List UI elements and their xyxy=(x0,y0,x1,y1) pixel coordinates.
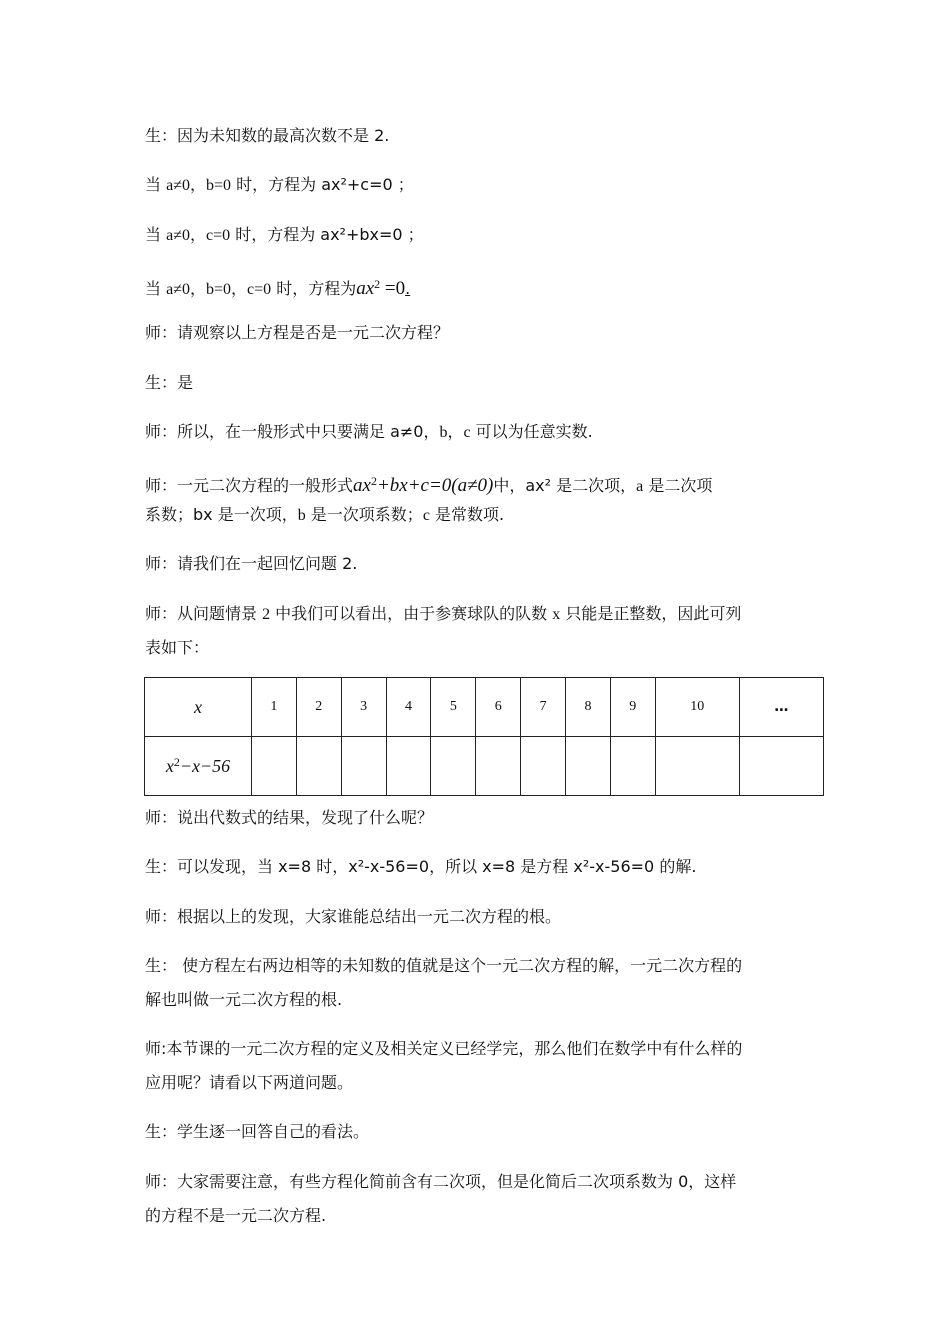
paragraph-teacher-8-cont: 应用呢？请看以下两道问题。 xyxy=(145,1073,354,1092)
text: 是常数项. xyxy=(429,505,505,524)
text: 中我们可以看出，由于参赛球队的队数 xyxy=(270,604,553,623)
table-header-x xyxy=(145,678,252,737)
text: 是一次项系数； xyxy=(305,505,423,524)
math-term: x xyxy=(165,756,174,776)
text: 是二次项 xyxy=(643,476,713,495)
math-superscript: 2 xyxy=(173,755,180,769)
variables: b，c xyxy=(439,424,471,441)
text: 当 xyxy=(145,279,167,298)
table-cell: 2 xyxy=(296,678,341,737)
text: 只能是正整数，因此可列 xyxy=(560,604,742,623)
text: 中，ax² 是二次项， xyxy=(493,476,637,495)
paragraph-student-5: 生：学生逐一回答自己的看法。 xyxy=(145,1122,370,1141)
table-cell-empty xyxy=(252,737,297,796)
text: 时，方程为 xyxy=(271,279,357,298)
table-cell-empty xyxy=(431,737,476,796)
math-superscript: 2 xyxy=(370,474,377,488)
text: 师：从问题情景 xyxy=(145,604,263,623)
table-cell: 9 xyxy=(610,678,655,737)
paragraph-teacher-6: 师：说出代数式的结果，发现了什么呢？ xyxy=(145,808,434,827)
table-cell-empty xyxy=(341,737,386,796)
table-cell: 7 xyxy=(521,678,566,737)
math-superscript: 2 xyxy=(374,277,381,291)
paragraph-student-4: 生： 使方程左右两边相等的未知数的值就是这个一元二次方程的解，一元二次方程的 xyxy=(145,956,743,975)
table-cell-empty xyxy=(739,737,823,796)
paragraph-teacher-2 xyxy=(145,416,810,449)
number: 2 xyxy=(262,606,271,623)
math-term: ax xyxy=(356,278,375,299)
condition: a≠0，b=0，c=0 xyxy=(166,281,272,298)
paragraph-student-3: 生：可以发现，当 x=8 时，x²-x-56=0，所以 x=8 是方程 x²-x-56=0 的解. xyxy=(145,857,697,876)
paragraph-case-2 xyxy=(145,219,810,252)
table-cell-empty xyxy=(521,737,566,796)
paragraph-teacher-4: 师：请我们在一起回忆问题 2. xyxy=(145,554,358,573)
paragraph-teacher-1: 师：请观察以上方程是否是一元二次方程？ xyxy=(145,323,450,342)
paragraph-student-2: 生：是 xyxy=(145,373,194,392)
math-term: +bx+c=0(a≠0) xyxy=(376,475,494,496)
variable: x xyxy=(552,606,561,623)
paragraph-teacher-3-cont xyxy=(145,499,810,532)
paragraph-teacher-5-cont: 表如下： xyxy=(145,638,210,657)
table-cell-empty xyxy=(655,737,739,796)
table-cell: 3 xyxy=(341,678,386,737)
paragraph-teacher-3 xyxy=(145,465,810,503)
condition: a≠0，b=0 xyxy=(166,177,232,194)
text: 可以为任意实数. xyxy=(470,422,593,441)
table-row-expression xyxy=(145,737,824,796)
table-cell: 1 xyxy=(252,678,297,737)
paragraph-teacher-8: 师:本节课的一元二次方程的定义及相关定义已经学完，那么他们在数学中有什么样的 xyxy=(145,1039,743,1058)
paragraph-student-4-cont: 解也叫做一元二次方程的根. xyxy=(145,990,343,1009)
table-cell-empty xyxy=(296,737,341,796)
text: 时，方程为 ax²+c=0 ； xyxy=(231,175,414,194)
math-term: ax xyxy=(353,475,371,496)
table-cell-empty xyxy=(610,737,655,796)
paragraph-teacher-9-cont: 的方程不是一元二次方程. xyxy=(145,1206,327,1225)
paragraph-teacher-9: 师：大家需要注意，有些方程化简前含有二次项，但是化简后二次项系数为 0，这样 xyxy=(145,1172,737,1191)
variable: a xyxy=(636,478,644,495)
table-cell: 5 xyxy=(431,678,476,737)
variable: c xyxy=(422,507,430,524)
table-cell-empty xyxy=(566,737,611,796)
table-cell-empty xyxy=(386,737,431,796)
text: 时，方程为 ax²+bx=0 ； xyxy=(230,225,424,244)
expression xyxy=(166,756,230,776)
table-row-header xyxy=(145,678,824,737)
text: 当 xyxy=(145,175,167,194)
value-table xyxy=(144,677,824,796)
period: . xyxy=(405,279,411,298)
paragraph-teacher-7: 师：根据以上的发现，大家谁能总结出一元二次方程的根。 xyxy=(145,907,562,926)
table-cell: … xyxy=(739,678,823,737)
condition: a≠0，c=0 xyxy=(166,227,231,244)
variable: b xyxy=(297,507,306,524)
text: 师：所以，在一般形式中只要满足 a≠0， xyxy=(145,422,440,441)
equation xyxy=(356,278,405,299)
math-term: =0 xyxy=(380,278,406,299)
text: 当 xyxy=(145,225,167,244)
text: 师：一元二次方程的一般形式 xyxy=(145,476,354,495)
paragraph-student-1: 生：因为未知数的最高次数不是 2. xyxy=(145,126,390,145)
paragraph-case-3 xyxy=(145,268,810,306)
table-cell: 10 xyxy=(655,678,739,737)
paragraph-teacher-5 xyxy=(145,598,810,631)
table-cell: 4 xyxy=(386,678,431,737)
text: 系数；bx 是一次项， xyxy=(145,505,298,524)
table-cell: 8 xyxy=(566,678,611,737)
math-variable: x xyxy=(194,696,202,717)
paragraph-case-1 xyxy=(145,169,810,202)
table-cell-empty xyxy=(476,737,521,796)
math-term: −x−56 xyxy=(179,756,231,776)
table-expression-label xyxy=(145,737,252,796)
general-form-equation xyxy=(353,475,493,496)
table-cell: 6 xyxy=(476,678,521,737)
